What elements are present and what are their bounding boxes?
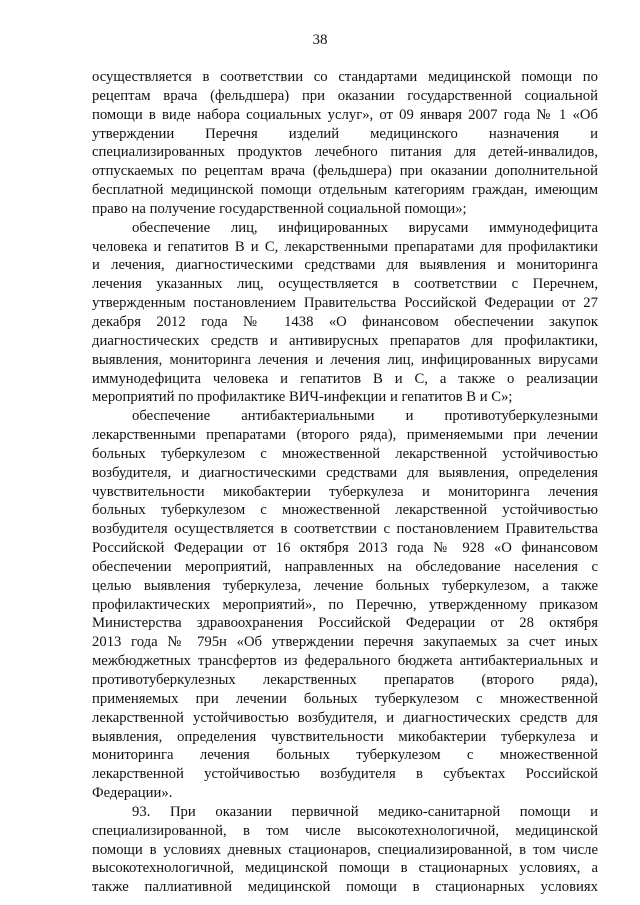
paragraph bbox=[92, 803, 598, 897]
text-line: иммунодефицита человека и гепатитов В и С, а также о реализации bbox=[92, 370, 598, 387]
text-line: бесплатной медицинской помощи отдельным категориям граждан, имеющим bbox=[92, 182, 598, 199]
text-line: возбудителя, и диагностическими средствами для выявления, определения bbox=[92, 464, 598, 481]
paragraph bbox=[92, 219, 598, 407]
document-body bbox=[92, 68, 598, 897]
text-line: человека и гепатитов В и С, лекарственными препаратами для профилактики bbox=[92, 238, 598, 255]
text-line: лечения указанных лиц, осуществляется в соответствии с Перечнем, bbox=[92, 276, 598, 293]
text-line: утверждении Перечня изделий медицинского назначения и bbox=[92, 125, 598, 142]
text-line: выявления, мониторинга лечения и лечения лиц, инфицированных вирусами bbox=[92, 351, 598, 368]
text-line: право на получение государственной социальной помощи»; bbox=[92, 200, 467, 217]
text-line: помощи в виде набора социальных услуг», от 09 января 2007 года № 1 «Об bbox=[92, 106, 598, 123]
text-line: специализированной, в том числе высокотехнологичной, медицинской bbox=[92, 822, 598, 839]
paragraph bbox=[92, 407, 598, 803]
text-line: межбюджетных трансфертов из федерального бюджета антибактериальных и bbox=[92, 653, 598, 670]
text-line: также паллиативной медицинской помощи в стационарных условиях bbox=[92, 879, 598, 896]
text-line: Федерации». bbox=[92, 785, 173, 802]
text-line: лекарственной устойчивостью возбудителя, и диагностических средств для bbox=[92, 709, 598, 726]
text-line: обеспечении мероприятий, направленных на обследование населения с bbox=[92, 558, 598, 575]
text-line: отпускаемых по рецептам врача (фельдшера) при оказании дополнительной bbox=[92, 163, 598, 180]
text-line: больных туберкулезом с множественной лекарственной устойчивостью bbox=[92, 445, 598, 462]
text-line: высокотехнологичной, медицинской помощи в стационарных условиях, а bbox=[92, 860, 598, 877]
text-line: лекарственной устойчивостью возбудителя в субъектах Российской bbox=[92, 766, 598, 783]
text-line: больных туберкулезом с множественной лекарственной устойчивостью bbox=[92, 502, 598, 519]
text-line: осуществляется в соответствии со стандартами медицинской помощи по bbox=[92, 69, 598, 85]
text-line: 93. При оказании первичной медико-санитарной помощи и bbox=[132, 803, 598, 820]
text-line: декабря 2012 года № 1438 «О финансовом обеспечении закупок bbox=[92, 313, 598, 330]
text-line: целью выявления туберкулеза, лечение больных туберкулезом, а также bbox=[92, 577, 598, 594]
text-line: Российской Федерации от 16 октября 2013 года № 928 «О финансовом bbox=[92, 540, 598, 557]
page-number: 38 bbox=[312, 32, 328, 48]
text-line: 2013 года № 795н «Об утверждении перечня закупаемых за счет иных bbox=[92, 634, 598, 651]
paragraph bbox=[92, 68, 598, 219]
text-line: помощи в условиях дневных стационаров, специализированной, в том числе bbox=[92, 841, 598, 858]
text-line: Министерства здравоохранения Российской Федерации от 28 октября bbox=[92, 615, 598, 632]
text-line: профилактических мероприятий», по Перечню, утвержденному приказом bbox=[92, 596, 598, 613]
text-line: лекарственными препаратами (второго ряда), применяемыми при лечении bbox=[92, 427, 598, 444]
text-line: специализированных продуктов лечебного питания для детей-инвалидов, bbox=[92, 144, 598, 161]
text-line: чувствительности микобактерии туберкулеза и мониторинга лечения bbox=[92, 483, 598, 500]
text-line: выявления, определения чувствительности микобактерии туберкулеза и bbox=[92, 728, 598, 745]
text-line: противотуберкулезных лекарственных препаратов (второго ряда), bbox=[92, 672, 598, 688]
text-line: мониторинга лечения больных туберкулезом с множественной bbox=[92, 747, 598, 764]
text-line: обеспечение лиц, инфицированных вирусами иммунодефицита bbox=[132, 219, 598, 236]
text-line: возбудителя осуществляется в соответствии с постановлением Правительства bbox=[92, 521, 598, 538]
text-line: рецептам врача (фельдшера) при оказании государственной социальной bbox=[92, 87, 598, 104]
text-line: обеспечение антибактериальными и противотуберкулезными bbox=[132, 408, 598, 425]
text-line: мероприятий по профилактике ВИЧ-инфекции и гепатитов В и С»; bbox=[92, 389, 513, 406]
text-line: применяемых при лечении больных туберкулезом с множественной bbox=[92, 690, 598, 707]
text-line: диагностических средств и антивирусных препаратов для профилактики, bbox=[92, 332, 598, 349]
text-line: и лечения, диагностическими средствами для выявления и мониторинга bbox=[92, 257, 598, 274]
text-line: утвержденным постановлением Правительства Российской Федерации от 27 bbox=[92, 295, 598, 312]
